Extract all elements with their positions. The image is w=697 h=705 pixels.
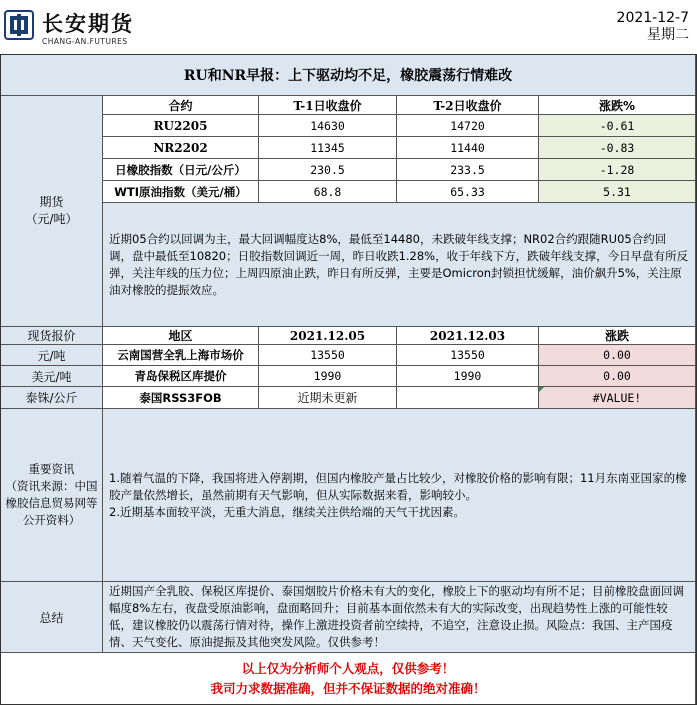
futures-row-change: 5.31 [539,181,696,203]
spot-header-region: 地区 [103,327,259,345]
spot-header-date2: 2021.12.03 [397,327,539,345]
futures-row-name: WTI原油指数（美元/桶） [103,181,259,203]
futures-row-t2: 65.33 [397,181,539,203]
summary-section-label: 总结 [1,582,103,653]
spot-row-d2 [397,387,539,409]
futures-row-change: -1.28 [539,159,696,181]
futures-row-t2: 11440 [397,137,539,159]
futures-row-t1: 230.5 [259,159,397,181]
company-logo [4,8,164,48]
spot-row-change [539,387,696,409]
futures-row-name: RU2205 [103,115,259,137]
futures-section-label: 期货 （元/吨） [1,96,103,327]
news-item: 2.近期基本面较平淡，无重大消息，继续关注供给端的天气干扰因素。 [109,504,465,519]
futures-row-t1: 11345 [259,137,397,159]
spot-row-name: 云南国营全乳上海市场价 [103,345,259,366]
disclaimer-line-2: 我司力求数据准确，但并不保证数据的绝对准确！ [210,680,486,696]
futures-row-t1: 14630 [259,115,397,137]
spot-unit: 元/吨 [1,345,103,366]
spot-unit: 泰铢/公斤 [1,387,103,409]
futures-row-name: 日橡胶指数（日元/公斤） [103,159,259,181]
futures-header-change: 涨跌% [539,96,696,115]
spot-row-d1: 1990 [259,366,397,387]
futures-header-t2: T-2日收盘价 [397,96,539,115]
futures-row-t1: 68.8 [259,181,397,203]
cell-error-marker [539,387,544,392]
report-date: 2021-12-7 [616,10,689,26]
futures-commentary: 近期05合约以回调为主，最大回调幅度达8%，最低至14480，未跌破年线支撑；NR02合约跟随RU05合约回调，盘中最低至10820；日胶指数回调近一周，昨日收跌1.28%，收于年线下方，跌破年线支撑，今日早盘有所反弹，关注年线的压力位；上周四原油止跌，昨日有所反弹，主要是Omicron封锁担忧缓解，油价飙升5%，关注原油对橡胶的提振效应。 [103,203,696,327]
spot-row-d1: 13550 [259,345,397,366]
logo-emblem-icon [4,10,34,40]
futures-row-change: -0.61 [539,115,696,137]
futures-row-t2: 233.5 [397,159,539,181]
news-item: 1.随着气温的下降，我国将进入停割期，但国内橡胶产量占比较少，对橡胶价格的影响有限；11月东南亚国家的橡胶产量依然增长，虽然前期有天气影响，但从实际数据来看，影响较小。 [109,470,687,502]
futures-row-t2: 14720 [397,115,539,137]
spot-row-change: 0.00 [539,366,696,387]
spot-row-change-value: #VALUE! [592,390,642,405]
spot-row-d2: 1990 [397,366,539,387]
report-weekday: 星期二 [647,27,689,43]
spot-row-name: 青岛保税区库提价 [103,366,259,387]
spot-row-d2: 13550 [397,345,539,366]
spot-row-d1: 近期未更新 [259,387,397,409]
spot-row-change: 0.00 [539,345,696,366]
spot-row-name: 泰国RSS3FOB [103,387,259,409]
disclaimer-line-1: 以上仅为分析师个人观点，仅供参考！ [241,660,455,676]
summary-text: 近期国产全乳胶、保税区库提价、泰国烟胶片价格未有大的变化，橡胶上下的驱动均有所不足；目前橡胶盘面回调幅度8%左右，夜盘受原油影响，盘面略回升；目前基本面依然未有大的实际改变，出现趋势性上涨的可能性较低，建议橡胶仍以震荡行情对待，操作上激进投资者前空续持，不追空，注意设止损。风险点：我国、主产国疫情、天气变化、原油提振及其他突发风险。仅供参考！ [103,582,696,653]
logo-text-cn: 长安期货 [42,12,134,36]
spot-header-change: 涨跌 [539,327,696,345]
spot-header-date1: 2021.12.05 [259,327,397,345]
spot-section-label: 现货报价 [1,327,103,345]
logo-text-en: CHANG-AN.FUTURES [42,37,128,46]
news-content [103,409,696,582]
futures-header-t1: T-1日收盘价 [259,96,397,115]
futures-row-name: NR2202 [103,137,259,159]
report-date-block [617,10,689,44]
disclaimer [1,653,696,704]
news-section-label: 重要资讯 （资讯来源：中国橡胶信息贸易网等公开资料） [1,409,103,582]
report-table [0,54,697,705]
spot-unit: 美元/吨 [1,366,103,387]
futures-row-change: -0.83 [539,137,696,159]
report-title: RU和NR早报：上下驱动均不足，橡胶震荡行情难改 [1,55,696,96]
futures-header-contract: 合约 [103,96,259,115]
